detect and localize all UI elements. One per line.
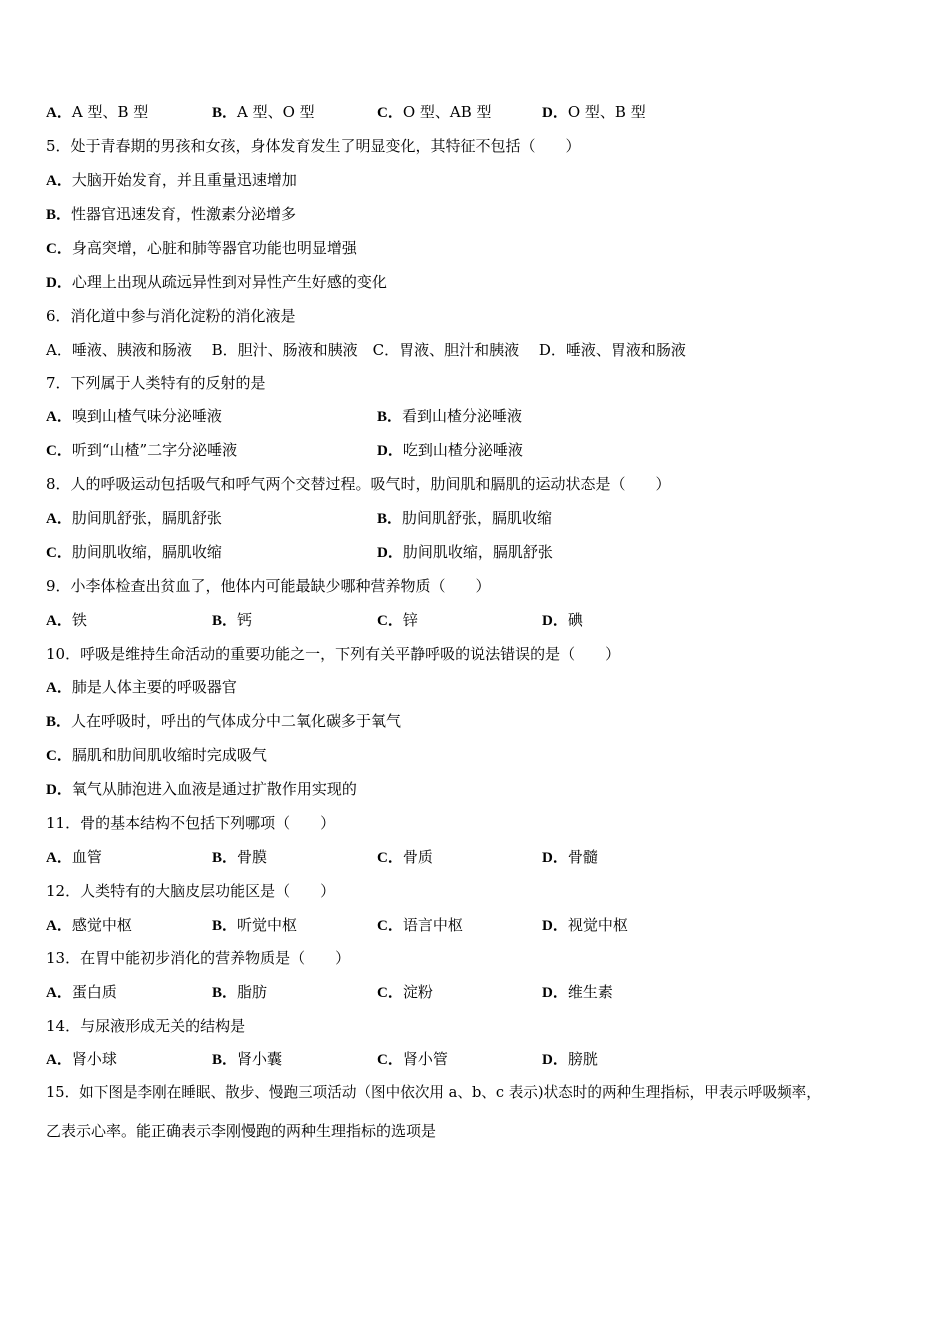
q14-option-c: [377, 1049, 448, 1070]
option-text: 肋间肌收缩，膈肌舒张: [402, 543, 553, 561]
q10-option-b: [46, 711, 401, 732]
option-text: 骨膜: [237, 848, 268, 866]
option-letter: B．: [212, 918, 238, 934]
q8-stem: 8．人的呼吸运动包括吸气和呼气两个交替过程。吸气时，肋间肌和膈肌的运动状态是（ ）: [46, 475, 671, 493]
option-text: 铁: [71, 611, 87, 629]
q13-option-c: [377, 982, 433, 1003]
option-text: 性器官迅速发育，性激素分泌增多: [71, 205, 297, 223]
option-letter: D．: [377, 443, 403, 459]
q12-option-d: [542, 915, 628, 936]
q4-option-a: [46, 102, 148, 123]
option-text: 骨质: [402, 848, 433, 866]
option-letter: B．: [377, 409, 403, 425]
q12-option-a: [46, 915, 132, 936]
option-text: 钙: [237, 611, 253, 629]
q10-option-d: [46, 779, 357, 800]
q9-stem: 9．小李体检查出贫血了，他体内可能最缺少哪种营养物质（ ）: [46, 577, 491, 595]
option-letter: C．: [377, 850, 403, 866]
option-letter: C．: [46, 545, 72, 561]
option-letter: C．: [46, 241, 72, 257]
q13-option-d: [542, 982, 613, 1003]
option-text: 肺是人体主要的呼吸器官: [71, 678, 237, 696]
q9-option-d: [542, 610, 583, 631]
option-letter: D．: [46, 275, 72, 291]
q5-option-a: [46, 170, 297, 191]
option-text: 肋间肌舒张，膈肌舒张: [71, 509, 222, 527]
q8-option-c: [46, 542, 222, 563]
q11-option-d: [542, 847, 598, 868]
option-text: 感觉中枢: [71, 916, 132, 934]
option-letter: B．: [212, 613, 238, 629]
q14-option-d: [542, 1049, 598, 1070]
q4-option-d: [542, 102, 646, 123]
option-letter: A．: [46, 173, 72, 189]
q5-stem: 5．处于青春期的男孩和女孩，身体发育发生了明显变化，其特征不包括（ ）: [46, 137, 581, 155]
option-text: 听到“山楂”二字分泌唾液: [71, 441, 238, 459]
option-text: 氧气从肺泡进入血液是通过扩散作用实现的: [71, 780, 357, 798]
option-text: 脂肪: [237, 983, 268, 1001]
q14-option-b: [212, 1049, 282, 1070]
q7-option-b: [377, 406, 522, 427]
option-letter: D．: [542, 850, 568, 866]
option-text: 听觉中枢: [237, 916, 298, 934]
option-text: 膀胱: [567, 1050, 598, 1068]
option-letter: C．: [46, 748, 72, 764]
option-text: O 型、AB 型: [402, 103, 492, 121]
option-letter: A．: [46, 409, 72, 425]
option-text: 肋间肌舒张，膈肌收缩: [402, 509, 553, 527]
option-letter: B．: [212, 850, 238, 866]
q13-option-a: [46, 982, 117, 1003]
option-letter: C．: [377, 1052, 403, 1068]
q6-options-line: A．唾液、胰液和肠液 B．胆汁、肠液和胰液 C．胃液、胆汁和胰液 D．唾液、胃液和肠液: [46, 341, 686, 359]
q8-option-b: [377, 508, 552, 529]
option-text: 碘: [567, 611, 583, 629]
option-letter: A．: [46, 511, 72, 527]
option-letter: B．: [212, 985, 238, 1001]
q6-stem: 6．消化道中参与消化淀粉的消化液是: [46, 307, 296, 325]
option-letter: D．: [542, 1052, 568, 1068]
option-text: A 型、O 型: [237, 103, 315, 121]
option-text: 嗅到山楂气味分泌唾液: [71, 407, 222, 425]
q4-option-c: [377, 102, 492, 123]
option-text: 蛋白质: [71, 983, 117, 1001]
q12-option-b: [212, 915, 297, 936]
option-letter: A．: [46, 613, 72, 629]
option-letter: D．: [542, 105, 568, 121]
option-letter: B．: [212, 105, 238, 121]
option-text: A 型、B 型: [71, 103, 149, 121]
option-text: 肋间肌收缩，膈肌收缩: [71, 543, 222, 561]
option-text: 身高突增，心脏和肺等器官功能也明显增强: [71, 239, 357, 257]
option-letter: C．: [377, 985, 403, 1001]
option-letter: D．: [542, 613, 568, 629]
option-text: 骨髓: [567, 848, 598, 866]
q5-option-d: [46, 272, 387, 293]
option-letter: C．: [377, 105, 403, 121]
q9-option-b: [212, 610, 252, 631]
option-letter: A．: [46, 918, 72, 934]
option-letter: D．: [46, 782, 72, 798]
option-letter: C．: [377, 613, 403, 629]
option-letter: B．: [212, 1052, 238, 1068]
q13-option-b: [212, 982, 267, 1003]
option-text: 吃到山楂分泌唾液: [402, 441, 523, 459]
option-letter: B．: [377, 511, 403, 527]
q11-stem: 11．骨的基本结构不包括下列哪项（ ）: [46, 814, 336, 832]
option-letter: D．: [377, 545, 403, 561]
q11-option-b: [212, 847, 267, 868]
q10-option-c: [46, 745, 267, 766]
q10-option-a: [46, 677, 237, 698]
option-text: 淀粉: [402, 983, 433, 1001]
option-letter: C．: [46, 443, 72, 459]
option-letter: B．: [46, 207, 72, 223]
q11-option-a: [46, 847, 102, 868]
q8-option-d: [377, 542, 553, 563]
q15-stem-line-1: 15．如下图是李刚在睡眠、散步、慢跑三项活动（图中依次用 a、b、c 表示)状态时的两种生理指标，甲表示呼吸频率，: [46, 1084, 821, 1101]
option-text: 肾小管: [402, 1050, 448, 1068]
q5-option-c: [46, 238, 357, 259]
q8-option-a: [46, 508, 222, 529]
option-text: 维生素: [567, 983, 613, 1001]
q5-option-b: [46, 204, 296, 225]
option-text: 语言中枢: [402, 916, 463, 934]
q10-stem: 10．呼吸是维持生命活动的重要功能之一，下列有关平静呼吸的说法错误的是（ ）: [46, 645, 621, 663]
q12-option-c: [377, 915, 463, 936]
option-letter: D．: [542, 985, 568, 1001]
option-text: 大脑开始发育，并且重量迅速增加: [71, 171, 297, 189]
q14-stem: 14．与尿液形成无关的结构是: [46, 1017, 246, 1035]
option-letter: B．: [46, 714, 72, 730]
q9-option-a: [46, 610, 87, 631]
q7-option-d: [377, 440, 523, 461]
option-text: 肾小囊: [237, 1050, 283, 1068]
option-letter: C．: [377, 918, 403, 934]
option-text: 心理上出现从疏远异性到对异性产生好感的变化: [71, 273, 387, 291]
option-text: 人在呼吸时，呼出的气体成分中二氧化碳多于氧气: [71, 712, 402, 730]
option-text: 肾小球: [71, 1050, 117, 1068]
option-letter: A．: [46, 1052, 72, 1068]
option-letter: A．: [46, 105, 72, 121]
option-text: 血管: [71, 848, 102, 866]
q9-option-c: [377, 610, 418, 631]
option-letter: A．: [46, 850, 72, 866]
q15-stem-line-2: 乙表示心率。能正确表示李刚慢跑的两种生理指标的选项是: [46, 1122, 437, 1140]
option-letter: D．: [542, 918, 568, 934]
option-text: 锌: [402, 611, 418, 629]
option-letter: A．: [46, 680, 72, 696]
q7-option-a: [46, 406, 222, 427]
option-text: 膈肌和肋间肌收缩时完成吸气: [71, 746, 267, 764]
q14-option-a: [46, 1049, 117, 1070]
option-text: O 型、B 型: [567, 103, 646, 121]
q12-stem: 12．人类特有的大脑皮层功能区是（ ）: [46, 882, 336, 900]
option-text: 视觉中枢: [567, 916, 628, 934]
option-letter: A．: [46, 985, 72, 1001]
option-text: 看到山楂分泌唾液: [402, 407, 523, 425]
q11-option-c: [377, 847, 433, 868]
q4-option-b: [212, 102, 315, 123]
q7-option-c: [46, 440, 237, 461]
q13-stem: 13．在胃中能初步消化的营养物质是（ ）: [46, 949, 351, 967]
q7-stem: 7．下列属于人类特有的反射的是: [46, 374, 266, 392]
